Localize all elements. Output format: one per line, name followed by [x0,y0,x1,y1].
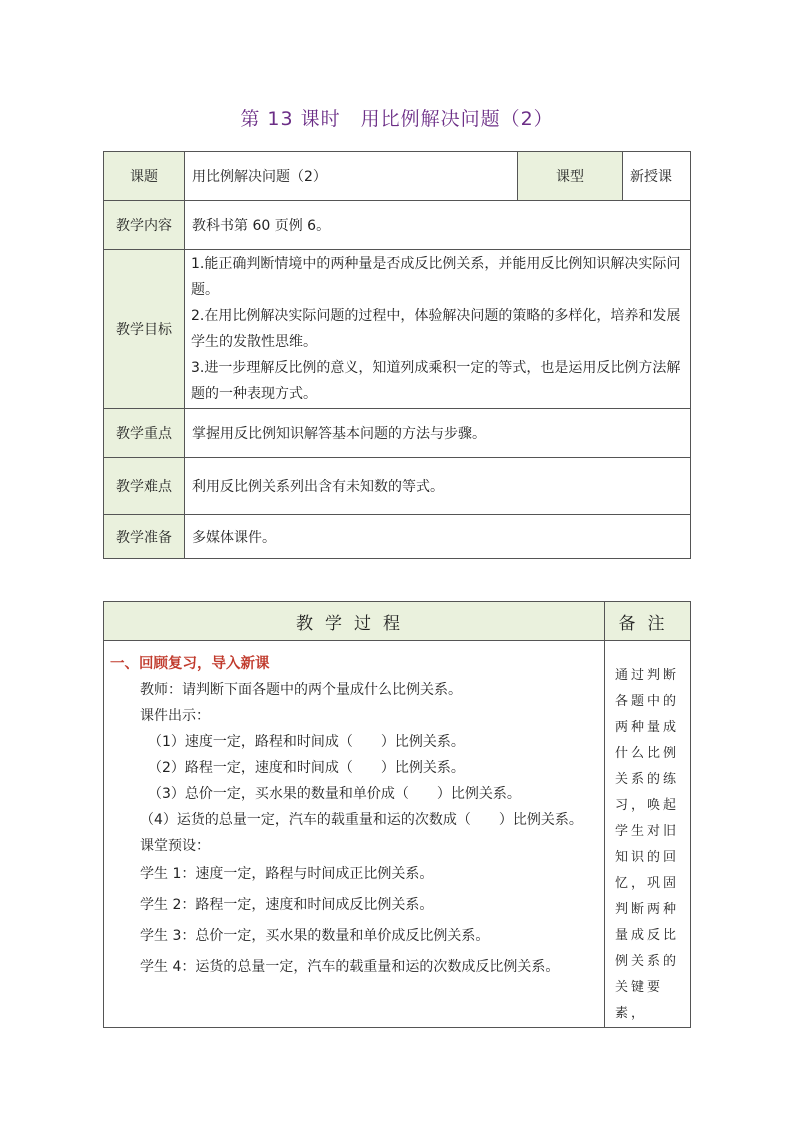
student-answer: 学生 1：速度一定，路程与时间成正比例关系。 [140,866,434,882]
content-label: 教学内容 [104,201,185,250]
type-value: 新授课 [623,152,691,201]
prep-label: 教学准备 [104,515,185,559]
difficulty-label: 教学难点 [104,458,185,515]
process-table [103,601,691,1028]
goal-item: 3.进一步理解反比例的意义，知道列成乘积一定的等式，也是运用反比例方法解题的一种表现方式。 [191,360,681,402]
question-item: （2）路程一定，速度和时间成（ ）比例关系。 [148,760,465,776]
preset-line: 课堂预设： [140,838,210,854]
difficulty-value: 利用反比例关系列出含有未知数的等式。 [185,458,691,515]
lesson-info-table [103,151,691,559]
goal-item: 1.能正确判断情境中的两种量是否成反比例关系，并能用反比例知识解决实际问题。 [191,256,681,298]
goals-cell [185,250,691,409]
student-answer: 学生 3：总价一定，买水果的数量和单价成反比例关系。 [140,928,490,944]
question-item: （4）运货的总量一定，汽车的载重量和运的次数成（ ）比例关系。 [140,812,583,828]
topic-label: 课题 [104,152,185,201]
key-value: 掌握用反比例知识解答基本问题的方法与步骤。 [185,409,691,458]
page-title: 第 13 课时 用比例解决问题（2） [240,108,554,130]
prep-value: 多媒体课件。 [185,515,691,559]
notes-header: 备注 [605,602,691,641]
content-value: 教科书第 60 页例 6。 [185,201,691,250]
goal-item: 2.在用比例解决实际问题的过程中，体验解决问题的策略的多样化，培养和发展学生的发散性思维。 [191,308,681,350]
notes-cell [605,641,691,1028]
key-label: 教学重点 [104,409,185,458]
question-item: （1）速度一定，路程和时间成（ ）比例关系。 [148,734,465,750]
goals-label: 教学目标 [104,250,185,409]
student-answer: 学生 2：路程一定，速度和时间成反比例关系。 [140,897,434,913]
process-body [104,641,605,1028]
note-text: 通过判断各题中的两种量成什么比例关系的练习，唤起学生对旧知识的回忆，巩固判断两种量成反比例关系的关键要素， [615,668,680,1021]
type-label: 课型 [518,152,623,201]
topic-value: 用比例解决问题（2） [185,152,518,201]
section-title: 一、回顾复习，导入新课 [110,656,270,672]
student-answer: 学生 4：运货的总量一定，汽车的载重量和运的次数成反比例关系。 [140,959,560,975]
courseware-line: 课件出示： [140,708,210,724]
process-header: 教学过程 [104,602,605,641]
teacher-line: 教师：请判断下面各题中的两个量成什么比例关系。 [140,682,462,698]
question-item: （3）总价一定，买水果的数量和单价成（ ）比例关系。 [148,786,521,802]
